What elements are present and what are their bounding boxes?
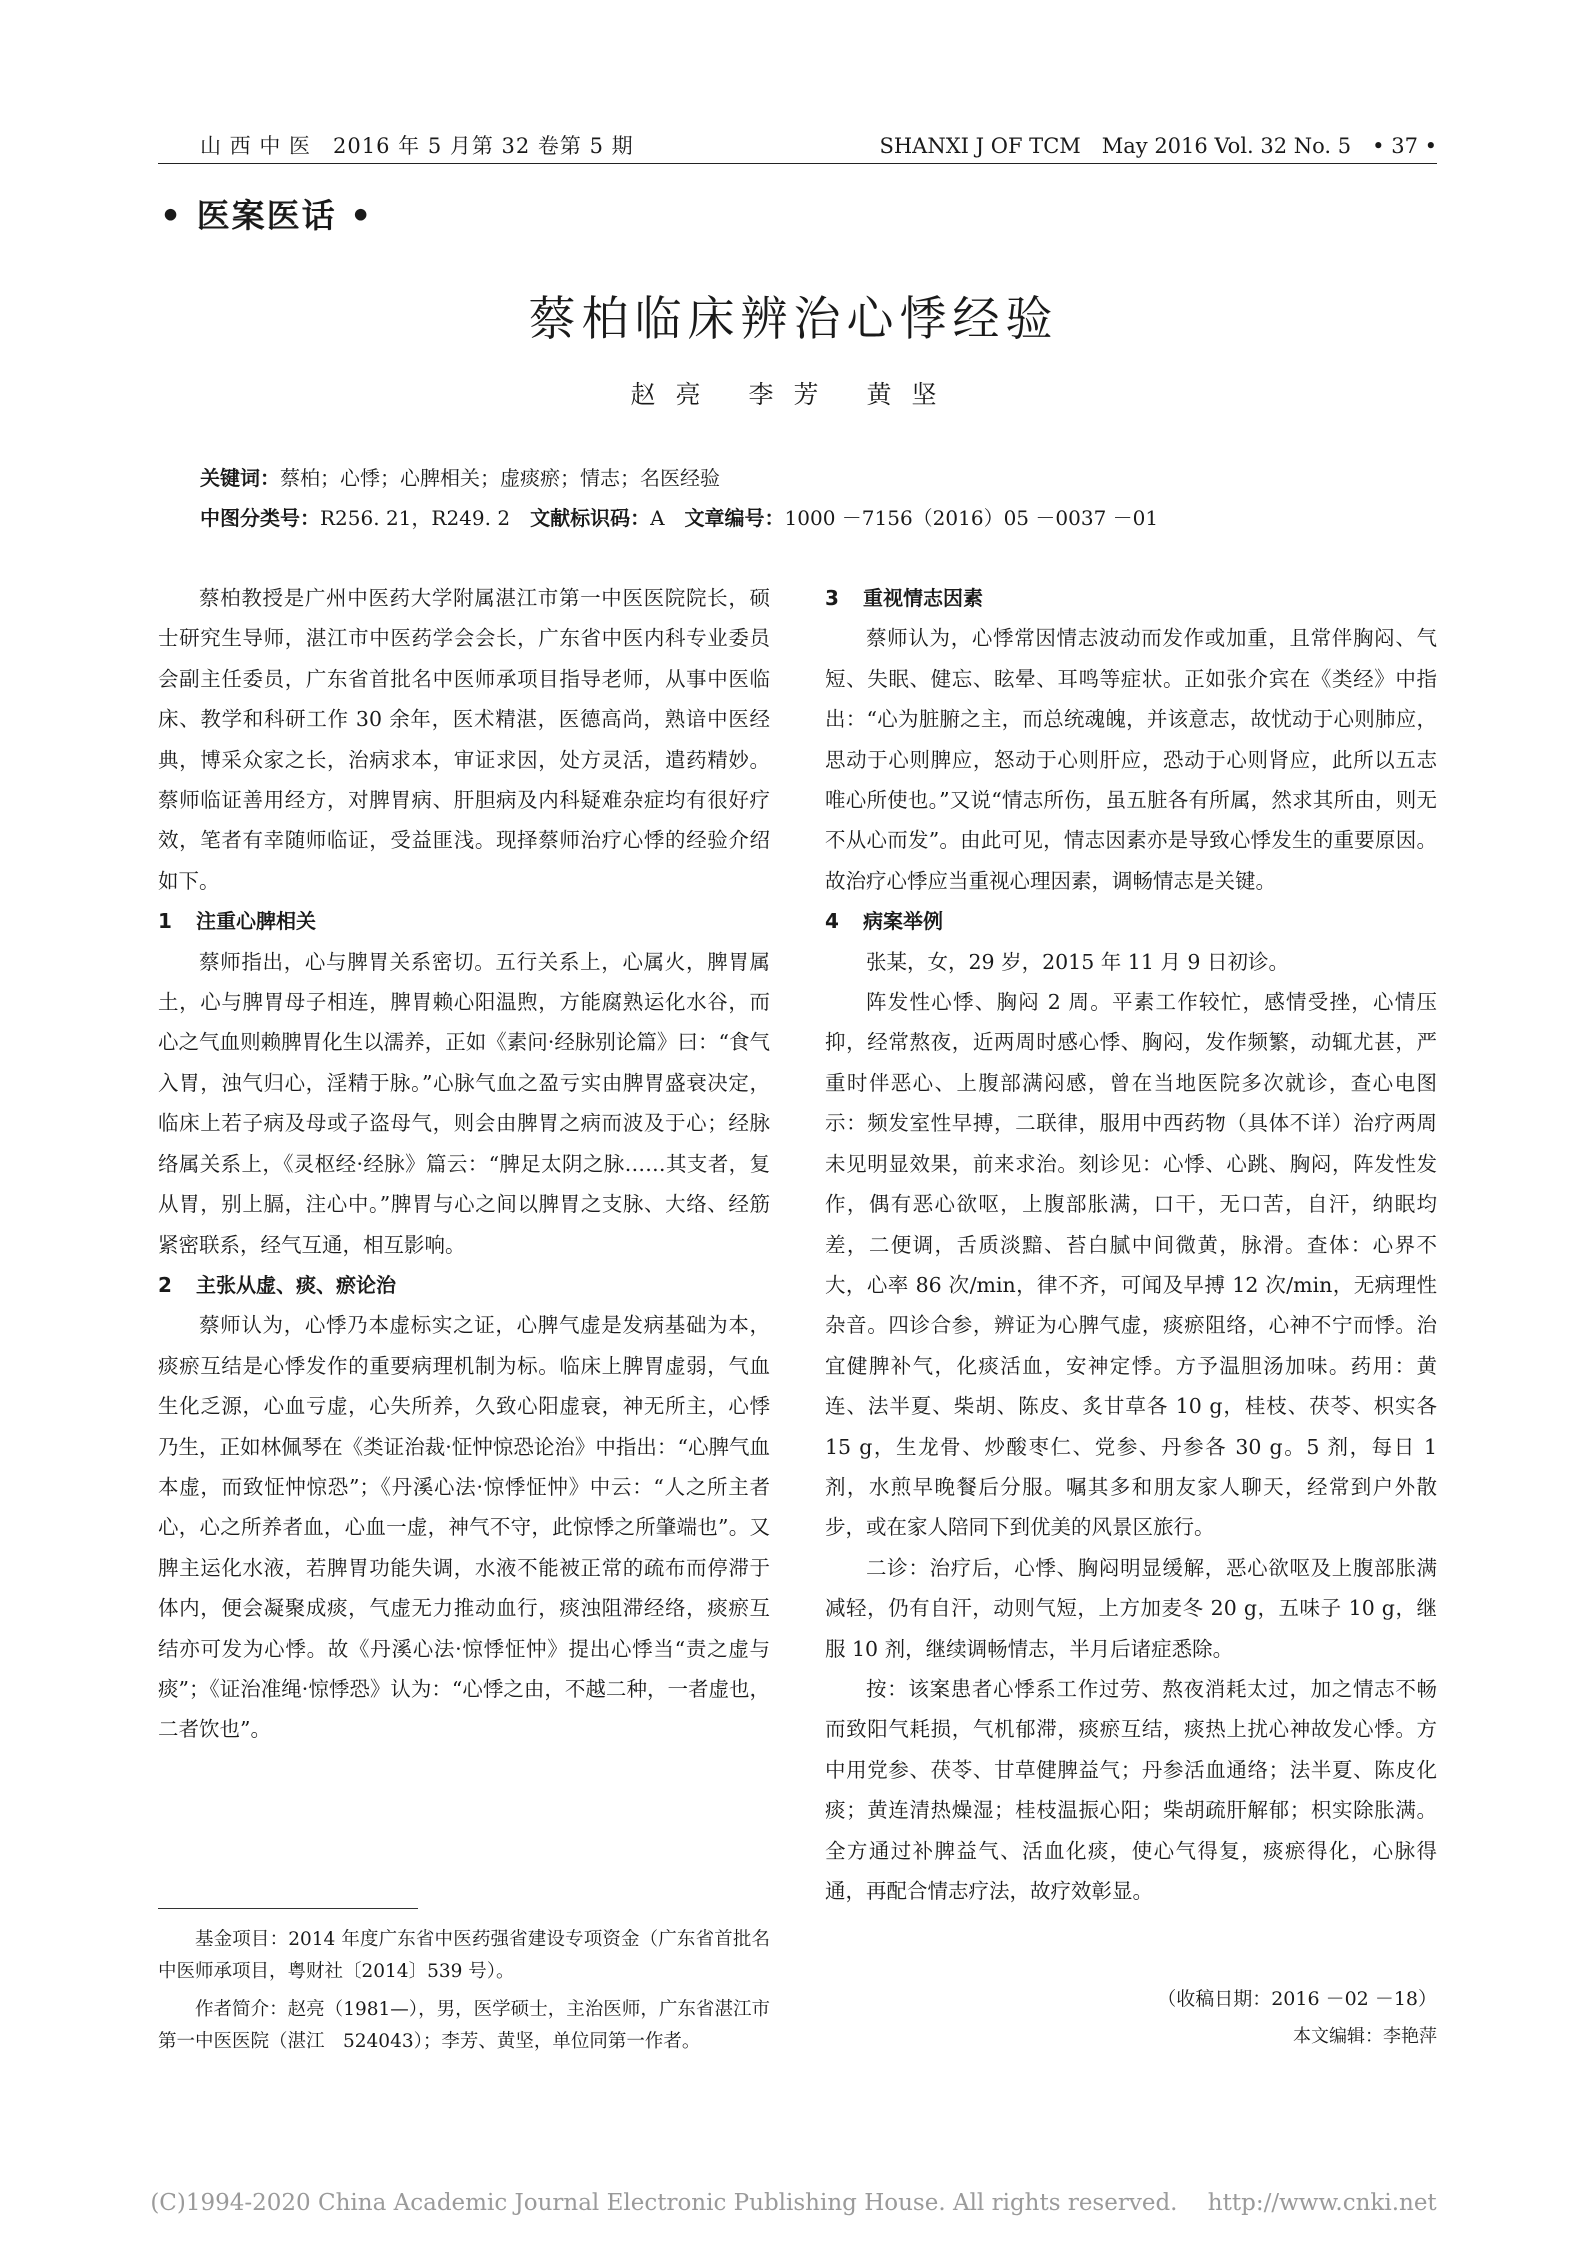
keywords: 蔡柏；心悸；心脾相关；虚痰瘀；情志；名医经验 xyxy=(280,466,720,490)
header-rule xyxy=(158,163,1437,164)
editor-credit: 本文编辑：李艳萍 xyxy=(1293,2026,1437,2047)
section-1-title: 注重心脾相关 xyxy=(196,909,316,934)
section-4-title: 病案举例 xyxy=(863,909,943,934)
article-no-label: 文章编号： xyxy=(684,506,785,530)
clc-label: 中图分类号： xyxy=(200,506,320,530)
intro-paragraph: 蔡柏教授是广州中医药大学附属湛江市第一中医医院院长，硕士研究生导师，湛江市中医药学会会长，广东省中医内科专业委员会副主任委员，广东省首批名中医师承项目指导老师，从事中医临床、教学和科研工作 30 余年，医术精湛，医德高尚，熟谙中医经典，博采众家之长，治病求本，审证求因，处方灵活，遣药精妙。蔡师临证善用经方，对脾胃病、肝胆病及内科疑难杂症均有很好疗效，笔者有幸随师临证，受益匪浅。现择蔡师治疗心悸的经验介绍如下。 xyxy=(158,586,770,893)
case-second-visit: 二诊：治疗后，心悸、胸闷明显缓解，恶心欲呕及上腹部胀满减轻，仍有自汗，动则气短，上方加麦冬 20 g，五味子 10 g，继服 10 剂，继续调畅情志，半月后诸症悉除。 xyxy=(825,1555,1437,1661)
authors: 赵亮 李芳 黄坚 xyxy=(630,380,957,409)
section-3-number: 3 xyxy=(825,586,839,610)
keywords-label: 关键词： xyxy=(200,466,280,490)
received-date: （收稿日期：2016 －02 －18） xyxy=(1157,1988,1437,2010)
section-1-heading xyxy=(158,901,770,941)
article-no-value: 1000 －7156（2016）05 －0037 －01 xyxy=(784,506,1159,530)
footnote-rule xyxy=(158,1908,418,1909)
section-1-number: 1 xyxy=(158,909,172,934)
classification-line xyxy=(200,502,1158,531)
section-4-number: 4 xyxy=(825,909,839,934)
clc-value: R256. 21，R249. 2 xyxy=(320,506,531,530)
section-tag: • 医案医话 • xyxy=(160,196,374,235)
section-3-body: 蔡师认为，心悸常因情志波动而发作或加重，且常伴胸闷、气短、失眠、健忘、眩晕、耳鸣等症状。正如张介宾在《类经》中指出：“心为脏腑之主，而总统魂魄，并该意志，故忧动于心则肺应，思动于心则脾应，怒动于心则肝应，恐动于心则肾应，此所以五志唯心所使也。”又说“情志所伤，虽五脏各有所属，然求其所由，则无不从心而发”。由此可见，情志因素亦是导致心悸发生的重要原因。故治疗心悸应当重视心理因素，调畅情志是关键。 xyxy=(825,626,1437,893)
section-3-title: 重视情志因素 xyxy=(863,586,983,610)
section-2-number: 2 xyxy=(158,1272,172,1297)
case-intro: 张某，女，29 岁，2015 年 11 月 9 日初诊。 xyxy=(866,949,1289,974)
section-3-heading xyxy=(825,578,1437,618)
running-header-left: 山 西 中 医 2016 年 5 月第 32 卷第 5 期 xyxy=(200,134,634,158)
keywords-line xyxy=(200,462,720,491)
doc-code-label: 文献标识码： xyxy=(530,506,651,530)
case-commentary: 按：该案患者心悸系工作过劳、熬夜消耗太过，加之情志不畅而致阳气耗损，气机郁滞，痰瘀互结，痰热上扰心神故发心悸。方中用党参、茯苓、甘草健脾益气；丹参活血通络；法半夏、陈皮化痰；黄连清热燥湿；桂枝温振心阳；柴胡疏肝解郁；枳实除胀满。全方通过补脾益气、活血化痰，使心气得复，痰瘀得化，心脉得通，再配合情志疗法，故疗效彰显。 xyxy=(825,1676,1437,1903)
left-column xyxy=(158,578,770,1750)
right-column xyxy=(825,578,1437,1911)
case-description: 阵发性心悸、胸闷 2 周。平素工作较忙，感情受挫，心情压抑，经常熬夜，近两周时感心悸、胸闷，发作频繁，动辄尤甚，严重时伴恶心、上腹部满闷感，曾在当地医院多次就诊，查心电图示：频发室性早搏，二联律，服用中西药物（具体不详）治疗两周未见明显效果，前来求治。刻诊见：心悸、心跳、胸闷，阵发性发作，偶有恶心欲呕，上腹部胀满，口干，无口苦，自汗，纳眠均差，二便调，舌质淡黯、苔白腻中间微黄，脉滑。查体：心界不大，心率 86 次/min，律不齐，可闻及早搏 12 次/min，无病理性杂音。四诊合参，辨证为心脾气虚，痰瘀阻络，心神不宁而悸。治宜健脾补气，化痰活血，安神定悸。方予温胆汤加味。药用：黄连、法半夏、柴胡、陈皮、炙甘草各 10 g，桂枝、茯苓、枳实各 15 g，生龙骨、炒酸枣仁、党参、丹参各 30 g。5 剂，每日 1 剂，水煎早晚餐后分服。嘱其多和朋友家人聊天，经常到户外散步，或在家人陪同下到优美的风景区旅行。 xyxy=(825,990,1437,1540)
section-2-body: 蔡师认为，心悸乃本虚标实之证，心脾气虚是发病基础为本，痰瘀互结是心悸发作的重要病理机制为标。临床上脾胃虚弱，气血生化乏源，心血亏虚，心失所养，久致心阳虚衰，神无所主，心悸乃生，正如林佩琴在《类证治裁·怔忡惊恐论治》中指出：“心脾气血本虚，而致怔忡惊恐”；《丹溪心法·惊悸怔忡》中云：“人之所主者心，心之所养者血，心血一虚，神气不守，此惊悸之所肇端也”。又脾主运化水液，若脾胃功能失调，水液不能被正常的疏布而停滞于体内，便会凝聚成痰，气虚无力推动血行，痰浊阻滞经络，痰瘀互结亦可发为心悸。故《丹溪心法·惊悸怔忡》提出心悸当“责之虚与痰”；《证治准绳·惊悸恐》认为：“心悸之由，不越二种，一者虚也，二者饮也”。 xyxy=(158,1313,770,1742)
section-2-title: 主张从虚、痰、瘀论治 xyxy=(196,1272,396,1297)
footnote-author-info: 作者简介：赵亮（1981—），男，医学硕士，主治医师，广东省湛江市第一中医医院（湛江 524043）；李芳、黄坚，单位同第一作者。 xyxy=(158,1999,770,2052)
doc-code-value: A xyxy=(650,506,685,530)
section-2-heading xyxy=(158,1265,770,1305)
article-title: 蔡柏临床辨治心悸经验 xyxy=(528,292,1059,347)
running-header-right: SHANXI J OF TCM May 2016 Vol. 32 No. 5 • 37 • xyxy=(879,134,1437,158)
section-4-heading xyxy=(825,901,1437,941)
copyright-watermark: (C)1994-2020 China Academic Journal Electronic Publishing House. All rights reserved. http://www.cnki.net xyxy=(150,2190,1437,2216)
section-1-body: 蔡师指出，心与脾胃关系密切。五行关系上，心属火，脾胃属土，心与脾胃母子相连，脾胃赖心阳温煦，方能腐熟运化水谷，而心之气血则赖脾胃化生以濡养，正如《素问·经脉别论篇》曰：“食气入胃，浊气归心，淫精于脉。”心脉气血之盈亏实由脾胃盛衰决定，临床上若子病及母或子盗母气，则会由脾胃之病而波及于心；经脉络属关系上，《灵枢经·经脉》篇云：“脾足太阴之脉……其支者，复从胃，别上膈，注心中。”脾胃与心之间以脾胃之支脉、大络、经筋紧密联系，经气互通，相互影响。 xyxy=(158,949,770,1257)
footnote-fund: 基金项目：2014 年度广东省中医药强省建设专项资金（广东省首批名中医师承项目，粤财社〔2014〕539 号）。 xyxy=(158,1929,770,1982)
